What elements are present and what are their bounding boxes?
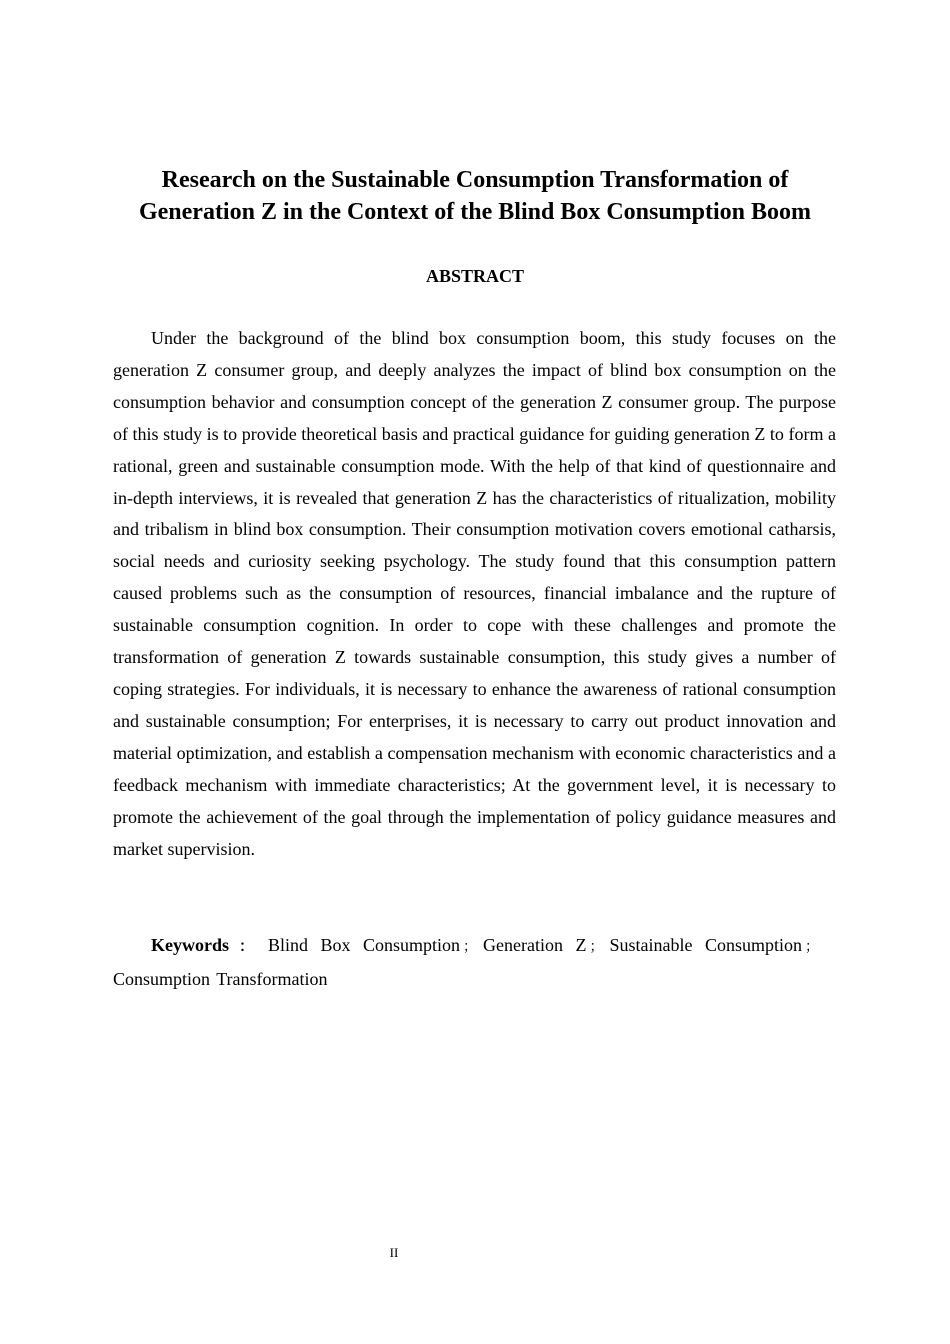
paper-title <box>100 164 850 228</box>
keyword-separator: ； <box>463 940 478 955</box>
paper-title-line-1: Research on the Sustainable Consumption Transformation of <box>161 167 789 193</box>
keywords-line <box>113 930 825 996</box>
page-number: II <box>389 1245 399 1260</box>
keywords-label-separator: ： <box>233 939 260 955</box>
keyword-item: Consumption Transformation <box>113 968 328 989</box>
abstract-heading: ABSTRACT <box>425 266 525 286</box>
abstract-body: Under the background of the blind box consumption boom, this study focuses on the generation Z consumer group, and deeply analyzes the impact of blind box consumption on the consumption behavior and consumption concept of the generation Z consumer group. The purpose of this study is to provide theoretical basis and practical guidance for guiding generation Z to form a rational, green and sustainable consumption mode. With the help of that kind of questionnaire and in-depth interviews, it is revealed that generation Z has the characteristics of ritualization, mobility and tribalism in blind box consumption. Their consumption motivation covers emotional catharsis, social needs and curiosity seeking psychology. The study found that this consumption pattern caused problems such as the consumption of resources, financial imbalance and the rupture of sustainable consumption cognition. In order to cope with these challenges and promote the transformation of generation Z towards sustainable consumption, this study gives a number of coping strategies. For individuals, it is necessary to enhance the awareness of rational consumption and sustainable consumption; For enterprises, it is necessary to carry out product innovation and material optimization, and establish a compensation mechanism with economic characteristics and a feedback mechanism with immediate characteristics; At the government level, it is necessary to promote the achievement of the goal through the implementation of policy guidance measures and market supervision. <box>113 328 836 859</box>
keyword-separator: ； <box>589 940 604 955</box>
keyword-item: Blind Box Consumption <box>268 935 461 955</box>
keyword-separator: ； <box>805 940 819 955</box>
keyword-item: Sustainable Consumption <box>609 935 802 955</box>
keywords-label: Keywords <box>151 935 229 955</box>
keyword-item: Generation Z <box>483 935 587 955</box>
paper-title-line-2: Generation Z in the Context of the Blind Box Consumption Boom <box>138 199 812 225</box>
